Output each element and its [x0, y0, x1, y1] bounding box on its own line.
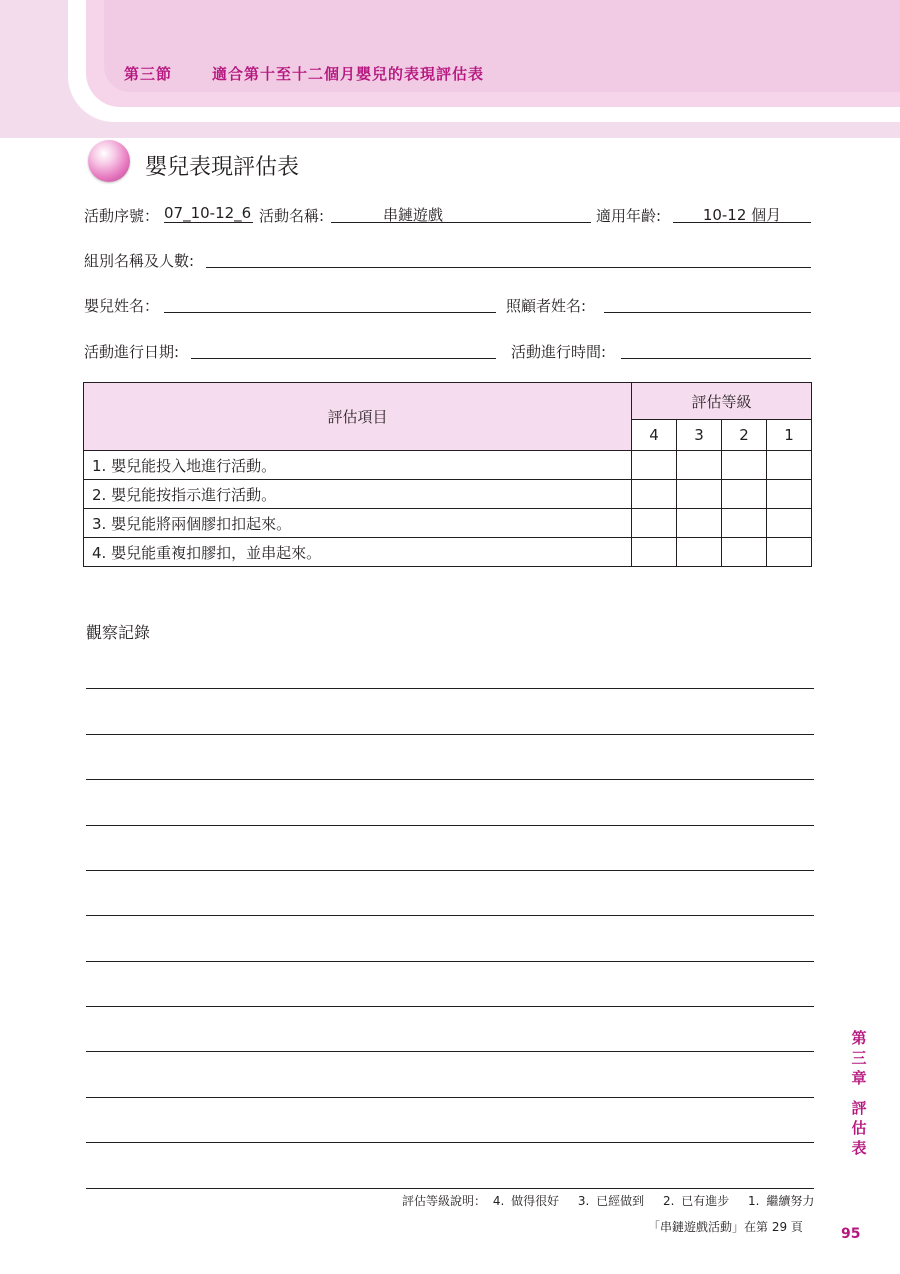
- carer-name-field[interactable]: [604, 294, 811, 313]
- grade-1-header: 1: [767, 420, 812, 451]
- time-label: 活動進行時間:: [511, 343, 607, 361]
- grade-3-header: 3: [677, 420, 722, 451]
- observation-line[interactable]: [86, 870, 814, 871]
- section-label: 第三節: [124, 65, 173, 83]
- date-field[interactable]: [191, 340, 496, 359]
- observation-line[interactable]: [86, 779, 814, 780]
- grade-cell[interactable]: [677, 509, 722, 538]
- observation-line[interactable]: [86, 1142, 814, 1143]
- side-chapter-char: 第: [851, 1029, 867, 1047]
- time-field[interactable]: [621, 340, 811, 359]
- side-topic-char: 評: [851, 1099, 867, 1117]
- evaluation-table: [83, 382, 812, 567]
- grade-header: 評估等級: [632, 383, 812, 420]
- grade-cell[interactable]: [632, 509, 677, 538]
- grade-cell[interactable]: [722, 509, 767, 538]
- grade-cell[interactable]: [677, 538, 722, 567]
- grade-cell[interactable]: [767, 509, 812, 538]
- observation-title: 觀察記錄: [86, 623, 151, 642]
- form-title: 嬰兒表現評估表: [145, 155, 300, 180]
- side-topic-char: 表: [851, 1139, 867, 1157]
- observation-line[interactable]: [86, 1006, 814, 1007]
- item-text: 3. 嬰兒能將兩個膠扣扣起來。: [84, 509, 632, 538]
- table-row: [84, 509, 812, 538]
- group-label: 組別名稱及人數:: [84, 252, 195, 270]
- grade-cell[interactable]: [722, 538, 767, 567]
- item-text: 4. 嬰兒能重複扣膠扣，並串起來。: [84, 538, 632, 567]
- section-title: 適合第十至十二個月嬰兒的表現評估表: [212, 65, 485, 83]
- item-text: 1. 嬰兒能投入地進行活動。: [84, 451, 632, 480]
- page-reference: 「串鏈遊戲活動」在第 29 頁: [648, 1220, 803, 1234]
- grade-cell[interactable]: [677, 480, 722, 509]
- side-topic-label: [849, 1098, 869, 1158]
- date-label: 活動進行日期:: [84, 343, 180, 361]
- pink-bubble-icon: [88, 140, 130, 182]
- table-row: [84, 538, 812, 567]
- grade-cell[interactable]: [722, 451, 767, 480]
- grade-cell[interactable]: [632, 451, 677, 480]
- side-topic-char: 估: [851, 1119, 867, 1137]
- grade-4-header: 4: [632, 420, 677, 451]
- baby-name-label: 嬰兒姓名：: [84, 297, 160, 315]
- observation-line[interactable]: [86, 734, 814, 735]
- observation-line[interactable]: [86, 961, 814, 962]
- grade-cell[interactable]: [767, 451, 812, 480]
- grade-cell[interactable]: [722, 480, 767, 509]
- table-row: [84, 451, 812, 480]
- item-header: 評估項目: [84, 383, 632, 451]
- page-number: 95: [841, 1226, 861, 1242]
- activity-name-field[interactable]: [331, 204, 591, 223]
- observation-line[interactable]: [86, 1051, 814, 1052]
- observation-line[interactable]: [86, 1188, 814, 1189]
- observation-line[interactable]: [86, 1097, 814, 1098]
- activity-no-value: 07_10-12_6: [164, 204, 252, 222]
- side-chapter-label: [849, 1028, 869, 1088]
- grade-cell[interactable]: [632, 480, 677, 509]
- grade-cell[interactable]: [677, 451, 722, 480]
- grade-2-header: 2: [722, 420, 767, 451]
- observation-line[interactable]: [86, 688, 814, 689]
- item-text: 2. 嬰兒能按指示進行活動。: [84, 480, 632, 509]
- activity-no-label: 活動序號：: [84, 207, 160, 225]
- activity-name-value: 串鏈遊戲: [383, 206, 444, 224]
- grade-cell[interactable]: [632, 538, 677, 567]
- grade-legend: 評估等級說明： 4. 做得很好 3. 已經做到 2. 已有進步 1. 繼續努力: [402, 1194, 815, 1208]
- carer-name-label: 照顧者姓名:: [506, 297, 587, 315]
- group-field[interactable]: [206, 249, 811, 268]
- activity-name-label: 活動名稱:: [259, 207, 325, 225]
- observation-line[interactable]: [86, 825, 814, 826]
- age-value: 10-12 個月: [673, 204, 811, 223]
- table-row: [84, 480, 812, 509]
- side-chapter-char: 章: [851, 1069, 867, 1087]
- grade-cell[interactable]: [767, 480, 812, 509]
- observation-line[interactable]: [86, 915, 814, 916]
- grade-cell[interactable]: [767, 538, 812, 567]
- side-chapter-char: 三: [851, 1049, 867, 1067]
- age-label: 適用年齡:: [596, 207, 662, 225]
- baby-name-field[interactable]: [164, 294, 496, 313]
